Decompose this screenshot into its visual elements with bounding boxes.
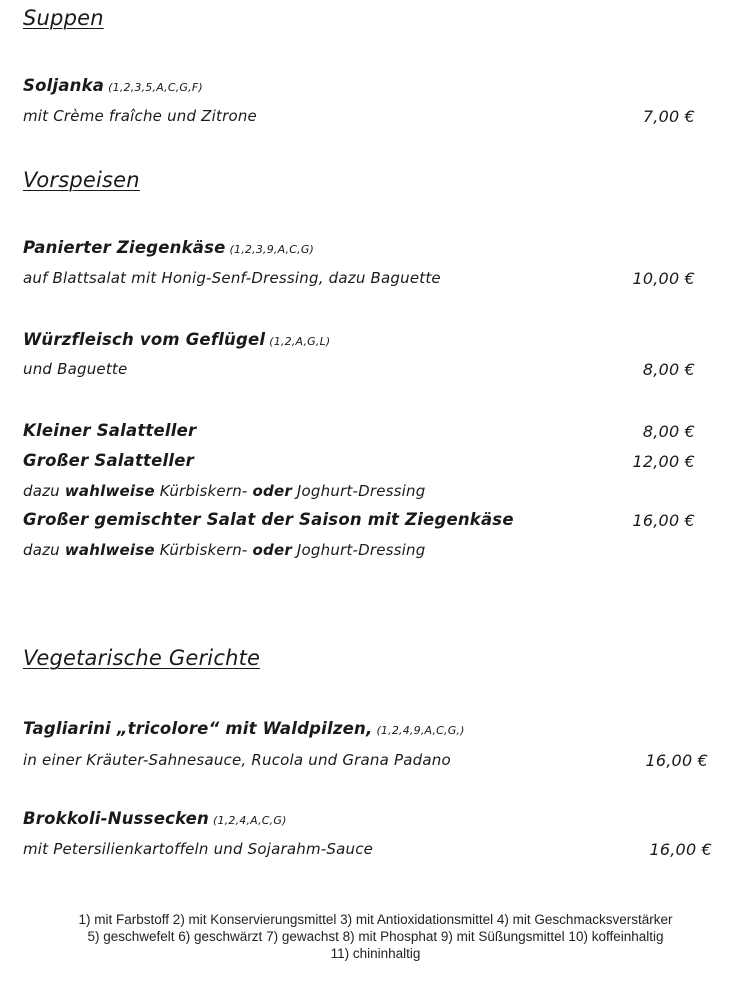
text: Kürbiskern- bbox=[159, 482, 248, 500]
dish-description: mit Petersilienkartoffeln und Sojarahm-Sauce bbox=[23, 840, 374, 858]
legend-line: 5) geschwefelt 6) geschwärzt 7) gewachst 8) mit Phosphat 9) mit Süßungsmittel 10) koffeinhaltig bbox=[87, 929, 664, 944]
dish-name: Kleiner Salatteller bbox=[23, 421, 197, 440]
dish-name bbox=[23, 330, 330, 349]
dish-title: Würzfleisch vom Geflügel bbox=[23, 330, 266, 349]
allergen-codes: (1,2,3,9,A,C,G) bbox=[229, 243, 315, 256]
dish-price: 16,00 € bbox=[649, 840, 712, 859]
text: Kürbiskern- bbox=[159, 541, 248, 559]
dish-name bbox=[23, 719, 465, 738]
dish-price: 16,00 € bbox=[632, 511, 695, 530]
dish-name bbox=[23, 76, 203, 95]
dish-title: Panierter Ziegenkäse bbox=[23, 238, 226, 257]
dish-title: Soljanka bbox=[23, 76, 105, 95]
dish-price: 10,00 € bbox=[632, 269, 695, 288]
dish-price: 8,00 € bbox=[642, 360, 695, 379]
allergen-codes: (1,2,3,5,A,C,G,F) bbox=[108, 81, 203, 94]
dressing-options bbox=[23, 482, 425, 500]
text: Joghurt-Dressing bbox=[296, 541, 426, 559]
dish-description: auf Blattsalat mit Honig-Senf-Dressing, dazu Baguette bbox=[23, 269, 441, 287]
section-title-suppen: Suppen bbox=[23, 6, 104, 30]
dish-name: Großer Salatteller bbox=[23, 451, 194, 470]
text: wahlweise bbox=[64, 541, 155, 559]
legend-line: 11) chininhaltig bbox=[330, 946, 421, 961]
allergen-codes: (1,2,4,9,A,C,G,) bbox=[376, 724, 465, 737]
dish-name bbox=[23, 238, 314, 257]
dish-name bbox=[23, 809, 287, 828]
text: oder bbox=[252, 541, 292, 559]
allergen-codes: (1,2,A,G,L) bbox=[269, 335, 331, 348]
section-title-vegetarisch: Vegetarische Gerichte bbox=[23, 646, 261, 670]
dish-name: Großer gemischter Salat der Saison mit Ziegenkäse bbox=[23, 510, 514, 529]
legend-line: 1) mit Farbstoff 2) mit Konservierungsmittel 3) mit Antioxidationsmittel 4) mit Geschmacksverstärker bbox=[78, 912, 673, 927]
dish-price: 16,00 € bbox=[645, 751, 708, 770]
section-title-vorspeisen: Vorspeisen bbox=[23, 168, 140, 192]
text: Joghurt-Dressing bbox=[296, 482, 426, 500]
dish-title: Tagliarini „tricolore“ mit Waldpilzen, bbox=[23, 719, 373, 738]
dish-price: 7,00 € bbox=[642, 107, 695, 126]
dish-description: mit Crème fraîche und Zitrone bbox=[23, 107, 257, 125]
text: dazu bbox=[23, 541, 60, 559]
dish-price: 12,00 € bbox=[632, 452, 695, 471]
allergen-codes: (1,2,4,A,C,G) bbox=[213, 814, 287, 827]
dish-description: und Baguette bbox=[23, 360, 128, 378]
dish-title: Brokkoli-Nussecken bbox=[23, 809, 209, 828]
allergen-legend bbox=[0, 911, 751, 962]
text: dazu bbox=[23, 482, 60, 500]
dish-description: in einer Kräuter-Sahnesauce, Rucola und Grana Padano bbox=[23, 751, 451, 769]
dressing-options bbox=[23, 541, 425, 559]
dish-price: 8,00 € bbox=[642, 422, 695, 441]
text: oder bbox=[252, 482, 292, 500]
text: wahlweise bbox=[64, 482, 155, 500]
